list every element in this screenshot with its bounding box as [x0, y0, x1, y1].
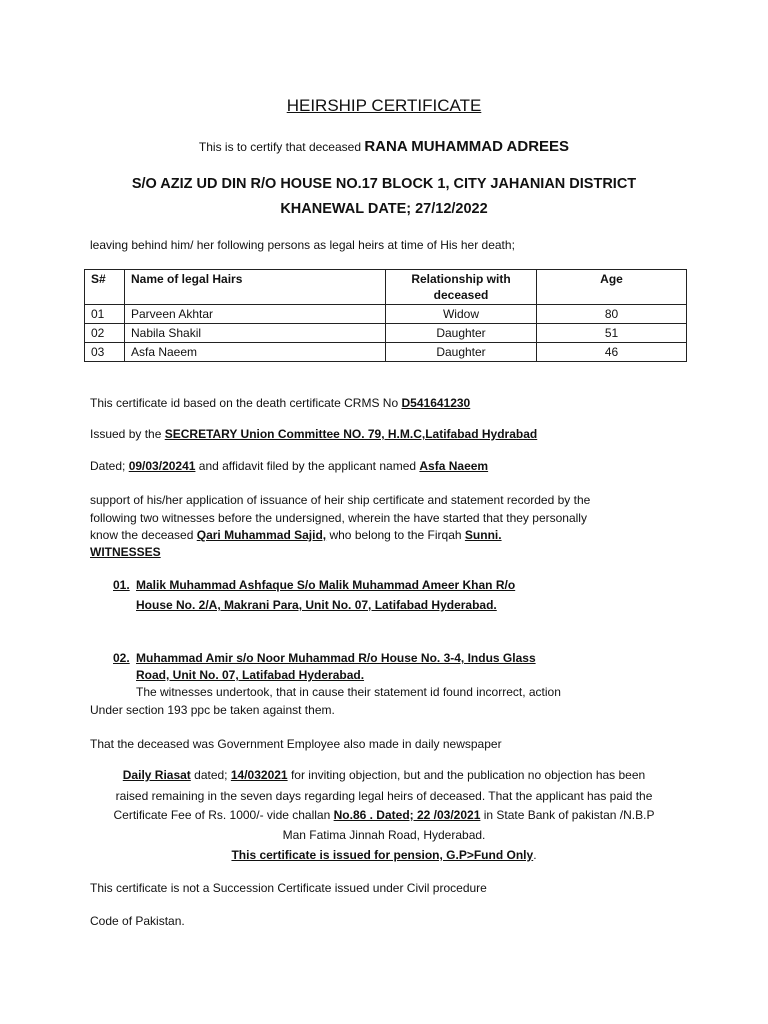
issued-line — [90, 425, 537, 443]
support-line-2: following two witnesses before the undersigned, wherein the have started that they personally — [90, 511, 587, 525]
undertaking-line-2: Under section 193 ppc be taken against them. — [90, 703, 335, 717]
support-middle: who belong to the Firqah — [329, 528, 462, 542]
crms-number: D541641230 — [401, 396, 471, 410]
table-row — [85, 324, 687, 343]
address-line-1: S/O AZIZ UD DIN R/O HOUSE NO.17 BLOCK 1, CITY JAHANIAN DISTRICT — [131, 176, 637, 192]
cell-name: Asfa Naeem — [125, 343, 386, 362]
witness-1-number: 01. — [113, 578, 130, 592]
header-age: Age — [537, 270, 687, 305]
newspaper-line-3 — [0, 806, 768, 824]
header-relationship-line2: deceased — [433, 288, 489, 302]
issuing-authority: SECRETARY Union Committee NO. 79, H.M.C,Latifabad Hydrabad — [164, 427, 538, 441]
newspaper-rest: for inviting objection, but and the publication no objection has been — [290, 768, 646, 782]
issued-prefix: Issued by the — [90, 427, 162, 441]
header-relationship-line1: Relationship with — [411, 272, 511, 286]
cell-age: 46 — [537, 343, 687, 362]
document-title: HEIRSHIP CERTIFICATE — [286, 96, 482, 115]
certify-prefix: This is to certify that deceased — [198, 140, 361, 154]
table-header-row — [85, 270, 687, 305]
firqah: Sunni. — [464, 528, 502, 542]
cell-sn: 01 — [85, 305, 125, 324]
newspaper-line-4: Man Fatima Jinnah Road, Hyderabad. — [282, 828, 486, 842]
newspaper-dated-label: dated; — [194, 768, 228, 782]
support-line-1: support of his/her application of issuance of heir ship certificate and statement recorded by the — [90, 493, 591, 507]
table-row — [85, 343, 687, 362]
certify-line — [0, 138, 768, 155]
newspaper-date: 14/032021 — [230, 768, 288, 782]
support-line-3 — [90, 526, 502, 544]
fee-prefix: Certificate Fee of Rs. 1000/- vide challan — [113, 808, 331, 822]
cell-relationship: Daughter — [386, 343, 537, 362]
cell-age: 80 — [537, 305, 687, 324]
support-prefix: know the deceased — [90, 528, 194, 542]
header-sn: S# — [85, 270, 125, 305]
closing-line-1: This certificate is not a Succession Certificate issued under Civil procedure — [90, 881, 487, 895]
header-name: Name of legal Hairs — [125, 270, 386, 305]
cell-name: Nabila Shakil — [125, 324, 386, 343]
pension-statement: This certificate is issued for pension, G.P>Fund Only — [231, 848, 534, 862]
deceased-known-name: Qari Muhammad Sajid, — [196, 528, 327, 542]
cell-name: Parveen Akhtar — [125, 305, 386, 324]
witness-1-line-2: House No. 2/A, Makrani Para, Unit No. 07, Latifabad Hyderabad. — [136, 598, 497, 612]
cell-sn: 02 — [85, 324, 125, 343]
dated-date: 09/03/20241 — [128, 459, 196, 473]
heirs-table — [84, 269, 687, 362]
applicant-name: Asfa Naeem — [419, 459, 489, 473]
challan-detail: No.86 . Dated; 22 /03/2021 — [333, 808, 481, 822]
pension-dot: . — [533, 848, 537, 862]
cell-relationship: Daughter — [386, 324, 537, 343]
crms-prefix: This certificate id based on the death certificate CRMS No — [90, 396, 399, 410]
crms-line — [90, 394, 470, 412]
deceased-name: RANA MUHAMMAD ADREES — [364, 138, 570, 155]
newspaper-name: Daily Riasat — [122, 768, 191, 782]
dated-middle: and affidavit filed by the applicant named — [198, 459, 417, 473]
intro-text: leaving behind him/ her following persons as legal heirs at time of His her death; — [90, 238, 515, 252]
closing-line-2: Code of Pakistan. — [90, 914, 185, 928]
dated-line — [90, 457, 488, 475]
table-row — [85, 305, 687, 324]
dated-prefix: Dated; — [90, 459, 126, 473]
undertaking-line-1: The witnesses undertook, that in cause their statement id found incorrect, action — [136, 685, 561, 699]
government-employee-line: That the deceased was Government Employee also made in daily newspaper — [90, 737, 502, 751]
cell-sn: 03 — [85, 343, 125, 362]
address-line-2: KHANEWAL DATE; 27/12/2022 — [280, 201, 488, 217]
witness-1-line-1: Malik Muhammad Ashfaque S/o Malik Muhammad Ameer Khan R/o — [136, 578, 516, 592]
fee-suffix: in State Bank of pakistan /N.B.P — [483, 808, 655, 822]
newspaper-line-1 — [0, 766, 768, 784]
cell-age: 51 — [537, 324, 687, 343]
header-relationship — [386, 270, 537, 305]
pension-line — [0, 846, 768, 864]
witness-2-line-2: Road, Unit No. 07, Latifabad Hyderabad. — [136, 668, 365, 682]
witnesses-heading: WITNESSES — [90, 545, 161, 559]
cell-relationship: Widow — [386, 305, 537, 324]
newspaper-line-2: raised remaining in the seven days regarding legal heirs of deceased. That the applicant has paid the — [115, 789, 653, 803]
witness-2-line-1: Muhammad Amir s/o Noor Muhammad R/o House No. 3-4, Indus Glass — [136, 651, 536, 665]
witness-2-number: 02. — [113, 651, 130, 665]
